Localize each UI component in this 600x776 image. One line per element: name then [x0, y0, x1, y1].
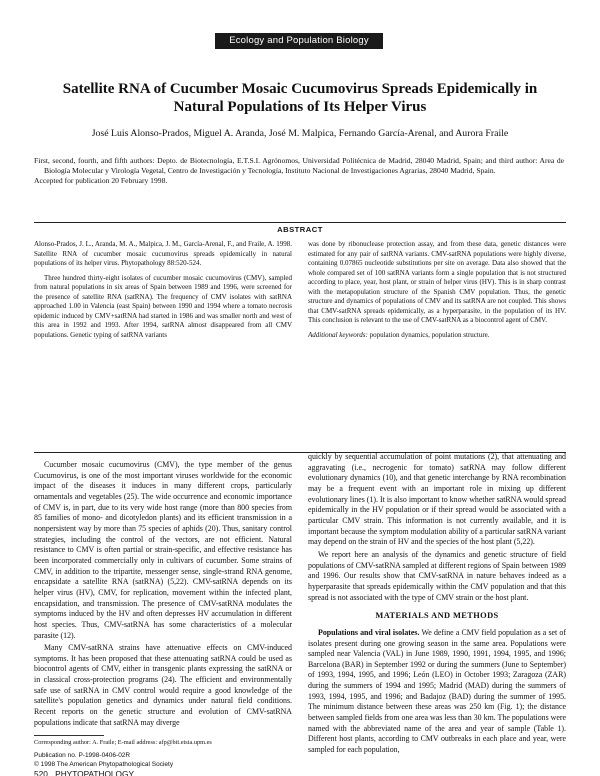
- methods-paragraph: [308, 628, 566, 756]
- publication-number: Publication no. P-1998-0406-02R: [34, 752, 131, 759]
- abstract-paragraph: Three hundred thirty-eight isolates of cucumber mosaic cucumovirus (CMV), sampled from natural populations in six areas of Spain between 1989 and 1996, were screened for the presence of satellite RNA (satRNA). The frequency of CMV isolates with satRNA approached 1.00 in Valencia (east Spain) between 1990 and 1994 where a tomato necrosis epidemic induced by CMV+satRNA had started in 1986 and was smaller north and west of this area in 1992 and 1993. After 1994, satRNA almost disappeared from all CMV populations. Genetic typing of satRNA variants: [34, 273, 292, 339]
- page-number: 520: [34, 769, 48, 776]
- additional-keywords: [308, 331, 566, 341]
- affiliation-text: First, second, fourth, and fifth authors: Depto. de Biotecnología, E.T.S.I. Agrónomos, Universidad Politécnica de Madrid, 28040 Madrid, Spain; and third author: Area de Biología Molecular y Virología Vegetal, Centro de Investigación y Tecnología, Instituto Nacional de Investigaciones Agrarias, 28040 Madrid, Spain.: [34, 156, 564, 175]
- journal-name: PHYTOPATHOLOGY: [55, 769, 134, 776]
- abstract-paragraph-continued: was done by ribonuclease protection assay, and from these data, genetic distances were estimated for any pair of satRNA variants. CMV-satRNA populations were highly diverse, containing 0.07865 nucleotide substitutions per site on average. Data also showed that the whole compared set of 100 satRNA variants form a single population that is not structured according to place, year, host plant, or strain of helper virus (HV). This is in sharp contrast with the metapopulation structure of the Spanish CMV population. Thus, the genetic structure and dynamics of populations of CMV and its satRNA are not coupled. This shows that CMV-satRNA spreads epidemically, as a hyperparasite, in the population of its HV. This conclusion is relevant to the use of CMV-satRNA as a biocontrol agent of CMV.: [308, 240, 566, 324]
- section-banner: Ecology and Population Biology: [215, 33, 383, 49]
- author-list: José Luis Alonso-Prados, Miguel A. Aranda, José M. Malpica, Fernando García-Arenal, and Aurora Fraile: [91, 128, 509, 139]
- abstract-top-rule: [34, 222, 566, 223]
- accepted-date: Accepted for publication 20 February 1998.: [34, 176, 168, 185]
- run-in-heading: Populations and viral isolates.: [318, 627, 420, 637]
- copyright-notice: © 1998 The American Phytopathological Society: [34, 760, 174, 768]
- abstract-right-column: [308, 240, 566, 340]
- footnote-rule: [34, 735, 104, 736]
- corresponding-author: Corresponding author: A. Fraile; E-mail address: afp@bit.etsia.upm.es: [34, 739, 212, 746]
- body-paragraph: Cucumber mosaic cucumovirus (CMV), the type member of the genus Cucumovirus, is one of the most important viruses worldwide for the economic impact of the diseases it induces in many different crops, particularly ornamentals and vegetables (25). The wide occurrence and economic importance of CMV is, in part, due to its very wide host range (more than 800 species from 85 families of mono- and dicotyledon plants) and its efficient transmission in a nonpersistent way by more than 75 species of aphids (20). Thus, sanitary control strategies, including the control of the vectors, are not efficient. Natural resistance to CMV is often partial or strain-specific, and effective resistance has been incorporated commercially only in cultivars of cucumber. Some strains of CMV, in addition to the tripartite, messenger sense, single-strand RNA genome, encapsidate a satellite RNA (satRNA) (5,22). CMV-satRNA depends on its helper virus (HV), CMV, for replication, movement within the infected plant, encapsidation, and transmission. The presence of CMV-satRNA modulates the symptoms induced by the HV and often depresses HV accumulation in different host species. Thus, CMV-satRNA has some characteristics of a molecular parasite (12).: [34, 460, 292, 640]
- body-paragraph: quickly by sequential accumulation of point mutations (2), that attenuating and aggravating (i.e., necrogenic for tomato) satRNA may follow different evolutionary dynamics (10), and that genetic interchange by RNA recombination may be a frequent event with an important role in mixing up different evolutionary lines (1). It is also important to know whether satRNA would spread epidemically in the HV population or if their spread would be associated with a particular CMV strain. This information is not currently available, and it is important because the symptom modulation ability of a particular satRNA variant may depend on the strain of HV and the species of the host plant (5,22).: [308, 452, 566, 547]
- body-paragraph: We report here an analysis of the dynamics and genetic structure of field populations of CMV-satRNA sampled at different regions of Spain between 1989 and 1996. Our results show that CMV-satRNA in nature behaves indeed as a hyperparasite that spreads epidemically within the CMV population and that this spread is not associated with the type of CMV strain or the host plant.: [308, 549, 566, 602]
- article-title: Satellite RNA of Cucumber Mosaic Cucumovirus Spreads Epidemically in Natural Populations of Its Helper Virus: [62, 81, 538, 115]
- abstract-left-column: [34, 240, 292, 340]
- body-paragraph: Many CMV-satRNA strains have attenuative effects on CMV-induced symptoms. It has been proposed that these attenuating satRNA could be used as biocontrol agents of CMV, either in transgenic plants expressing the satRNA or in classical cross-protection programs (24). The efficient and environmentally safe use of satRNA in CMV control would require a good knowledge of the satellite's population genetics and dynamics under natural field conditions. Recent reports on the genetic structure and evolution of CMV-satRNA populations indicate that satRNA may diverge: [34, 643, 292, 727]
- body-right-column: [308, 452, 566, 756]
- keywords-label: Additional keywords:: [308, 330, 368, 339]
- keywords-value: population dynamics, population structure.: [369, 330, 490, 339]
- methods-text: We define a CMV field population as a set of isolates present during one growing season in the same area. Populations were sampled near Valencia (VAL) in June 1989, 1990, 1991, 1994, 1995, and 1996; Barcelona (BAR) in September 1992 or during the summers (June to September) of 1993, 1994, 1995, and 1996; León (LEO) in October 1993; Zaragoza (ZAR) during the summers of 1994 and 1995; Madrid (MAD) during the summers of 1993, 1994, 1995, and 1996; and Badajoz (BAD) during the summer of 1995. The minimum distance between these areas was 250 km (Fig. 1); the distance between sampled fields from one area was less than 30 km. The populations were named with the abbreviated name of the area and year of sample (Table 1). Different host plants, according to CMV outbreaks in each place and year, were sampled for each population,: [308, 627, 566, 755]
- publication-info: [34, 752, 173, 769]
- affiliation-block: [34, 156, 564, 186]
- body-left-column: [34, 460, 292, 728]
- abstract-heading: ABSTRACT: [277, 225, 323, 234]
- abstract-citation: Alonso-Prados, J. L., Aranda, M. A., Malpica, J. M., García-Arenal, F., and Fraile, A. 1998. Satellite RNA of cucumber mosaic cucumovirus spreads epidemically in natural populations of its helper virus. Phytopathology 88:520-524.: [34, 240, 292, 267]
- methods-heading: MATERIALS AND METHODS: [375, 611, 499, 621]
